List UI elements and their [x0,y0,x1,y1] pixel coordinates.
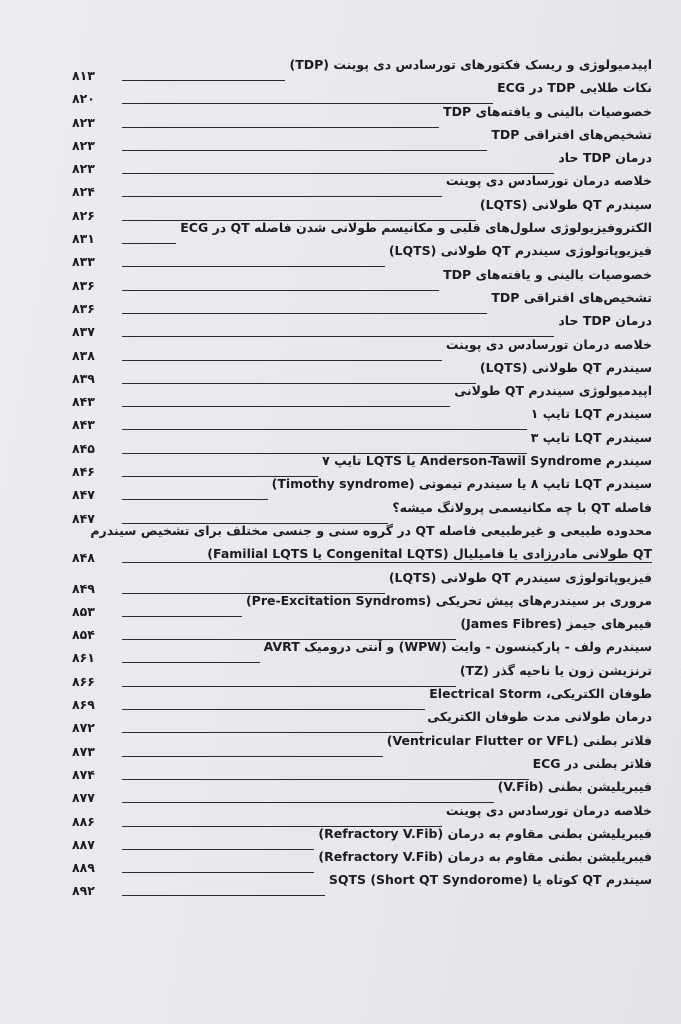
toc-entry-title: فیبریلیشن بطنی مقاوم به درمان (Refractory V.Fib) [318,825,652,841]
toc-entry-page-number: ۸۳۹ [72,370,95,386]
toc-entry-page-number: ۸۴۹ [72,580,95,596]
toc-entry [72,612,652,643]
toc-entry [72,123,652,153]
toc-entry [72,100,652,130]
toc-entry [72,822,652,852]
toc-entry-title: درمان طولانی مدت طوفان الکتریکی [427,709,652,725]
toc-entry [72,53,652,83]
toc-entry-title: خصوصیات بالینی و یافته‌های TDP [443,103,652,119]
toc-entry-title: فیزیوپاتولوژی سیندرم QT طولانی (LQTS) [388,243,652,259]
toc-entry [72,775,652,806]
toc-entry-page-number: ۸۳۶ [72,300,95,316]
toc-entry-page-number: ۸۵۴ [72,627,95,643]
toc-entry-page-number: ۸۳۳ [72,254,95,270]
toc-entry-page-number: ۸۲۶ [72,207,95,223]
toc-entry-page-number: ۸۴۶ [72,464,95,480]
toc-entry [72,566,652,596]
toc-entry-title: فیبرهای جیمز (James Fibres) [460,616,652,632]
toc-entry-page-number: ۸۳۷ [72,324,95,340]
toc-entry-title: خصوصیات بالینی و یافته‌های TDP [443,266,652,282]
toc-entry-page-number: ۸۳۱ [72,231,95,247]
toc-entry [72,635,652,666]
toc-entry-title: خلاصه درمان تورسادس دی پوینت [445,802,652,818]
toc-entry [72,519,652,566]
toc-entry-title: سیندرم ولف - پارکینسون - وایت (WPW) و آنتی درومیک AVRT [263,639,652,655]
toc-entry [72,868,652,899]
toc-entry-page-number: ۸۹۲ [72,883,95,899]
toc-entry-page-number: ۸۴۳ [72,417,95,433]
toc-entry-title: نکات طلایی TDP در ECG [497,80,652,96]
toc-entry-title: سیندرم LQT تایپ ۳ [530,429,652,445]
toc-entry-title: اپیدمیولوژی سیندرم QT طولانی [454,383,652,399]
toc-entry-title: طوفان الکتریکی، Electrical Storm [429,686,652,702]
toc-entry-page-number: ۸۲۳ [72,114,95,130]
toc-entry-title: درمان TDP حاد [558,313,652,329]
toc-entry [72,193,652,223]
toc-entry-page-number: ۸۳۸ [72,347,95,363]
toc-entry-page-number: ۸۸۶ [72,813,95,829]
toc-entry-title: تشخیص‌های افتراقی TDP [491,126,652,142]
toc-entry-title: سیندرم Anderson-Tawil Syndrome یا LQTS تایپ ۷ [322,453,652,469]
toc-entry-leader-line [122,562,652,563]
toc-entry [72,263,652,293]
toc-entry-title: سیندرم QT طولانی (LQTS) [479,359,652,375]
toc-entry-title: خلاصه درمان تورسادس دی پوینت [445,173,652,189]
toc-entry [72,402,652,433]
toc-entry [72,589,652,619]
toc-entry-title: سیندرم LQT تایپ ۸ یا سیندرم تیموتی (Timothy syndrome) [271,476,652,492]
toc-entry [72,705,652,736]
toc-entry [72,216,652,247]
toc-entry [72,146,652,177]
toc-entry-page-number: ۸۲۳ [72,161,95,177]
toc-entry [72,659,652,689]
toc-entry-title: فاصله QT با چه مکانیسمی پرولانگ میشه؟ [392,499,652,515]
toc-entry-page-number: ۸۷۲ [72,720,95,736]
toc-entry-page-number: ۸۸۷ [72,836,95,852]
toc-entry [72,426,652,456]
toc-entry [72,333,652,363]
toc-entry [72,845,652,876]
toc-entry-title: فلاتر بطنی در ECG [532,755,652,771]
toc-entry [72,729,652,759]
toc-entry-page-number: ۸۲۴ [72,184,95,200]
toc-entry-title: مروری بر سیندرم‌های پیش تحریکی (Pre-Excitation Syndroms) [245,592,652,608]
toc-entry-page-number: ۸۴۷ [72,487,95,503]
toc-entry-title: محدوده طبیعی و غیرطبیعی فاصله QT در گروه سنی و جنسی مختلف برای تشخیص سیندرم QT طولانی مادرزادی یا فامیلیال (Congenital LQTS یا Familial LQTS) [90,522,652,562]
toc-entry-page-number: ۸۵۳ [72,603,95,619]
toc-entry-title: فلاتر بطنی (Ventricular Flutter or VFL) [386,732,652,748]
toc-entry-page-number: ۸۷۳ [72,743,95,759]
toc-entry-title: فیبریلیشن بطنی (V.Fib) [497,779,652,795]
toc-entry [72,799,652,829]
toc-entry [72,496,652,526]
toc-entry-title: درمان TDP حاد [558,150,652,166]
toc-entry-title: اپیدمیولوژی و ریسک فکتورهای تورسادس دی پوینت (TDP) [289,57,652,72]
toc-entry-page-number: ۸۶۹ [72,697,95,713]
toc-entry-title: فیزیوپاتولوژی سیندرم QT طولانی (LQTS) [388,569,652,585]
toc-entry-page-number: ۸۷۷ [72,790,95,806]
toc-entry-leader-line [122,895,325,896]
toc-entry [72,379,652,410]
toc-entry [72,752,652,782]
toc-entry-leader-row [72,879,652,899]
toc-entry-page-number: ۸۷۴ [72,766,95,782]
toc-entry-page-number: ۸۸۹ [72,860,95,876]
toc-entry [72,449,652,480]
toc-entry [72,76,652,107]
table-of-contents [72,53,652,899]
toc-entry-leader-row [72,542,652,565]
toc-entry-title: سیندرم QT طولانی (LQTS) [479,196,652,212]
toc-entry-page-number: ۸۶۶ [72,673,95,689]
toc-entry-page-number: ۸۴۳ [72,394,95,410]
toc-entry [72,472,652,503]
toc-entry [72,169,652,200]
toc-entry-title: تشخیص‌های افتراقی TDP [491,289,652,305]
toc-entry-title: ترنزیشن زون یا ناحیه گذر (TZ) [459,662,652,678]
toc-entry-page-number: ۸۴۵ [72,440,95,456]
toc-entry-page-number: ۸۳۶ [72,277,95,293]
toc-entry-title: فیبریلیشن بطنی مقاوم به درمان (Refractory V.Fib) [318,849,652,865]
toc-entry [72,286,652,316]
toc-entry-page-number: ۸۴۷ [72,510,95,526]
toc-entry-page-number: ۸۱۳ [72,68,95,83]
toc-entry-title: سیندرم LQT تایپ ۱ [530,406,652,422]
toc-entry-title: خلاصه درمان تورسادس دی پوینت [445,336,652,352]
toc-entry-page-number: ۸۴۸ [72,549,95,565]
toc-entry [72,239,652,270]
toc-entry [72,682,652,713]
toc-entry-page-number: ۸۶۱ [72,650,95,666]
toc-entry-page-number: ۸۲۰ [72,91,95,107]
toc-entry-title: الکتروفیزیولوژی سلول‌های قلبی و مکانیسم طولانی شدن فاصله QT در ECG [180,220,652,236]
toc-entry [72,309,652,340]
toc-entry-title: سیندرم QT کوتاه یا SQTS (Short QT Syndorome) [328,872,652,888]
toc-entry [72,356,652,386]
toc-entry-page-number: ۸۲۳ [72,137,95,153]
